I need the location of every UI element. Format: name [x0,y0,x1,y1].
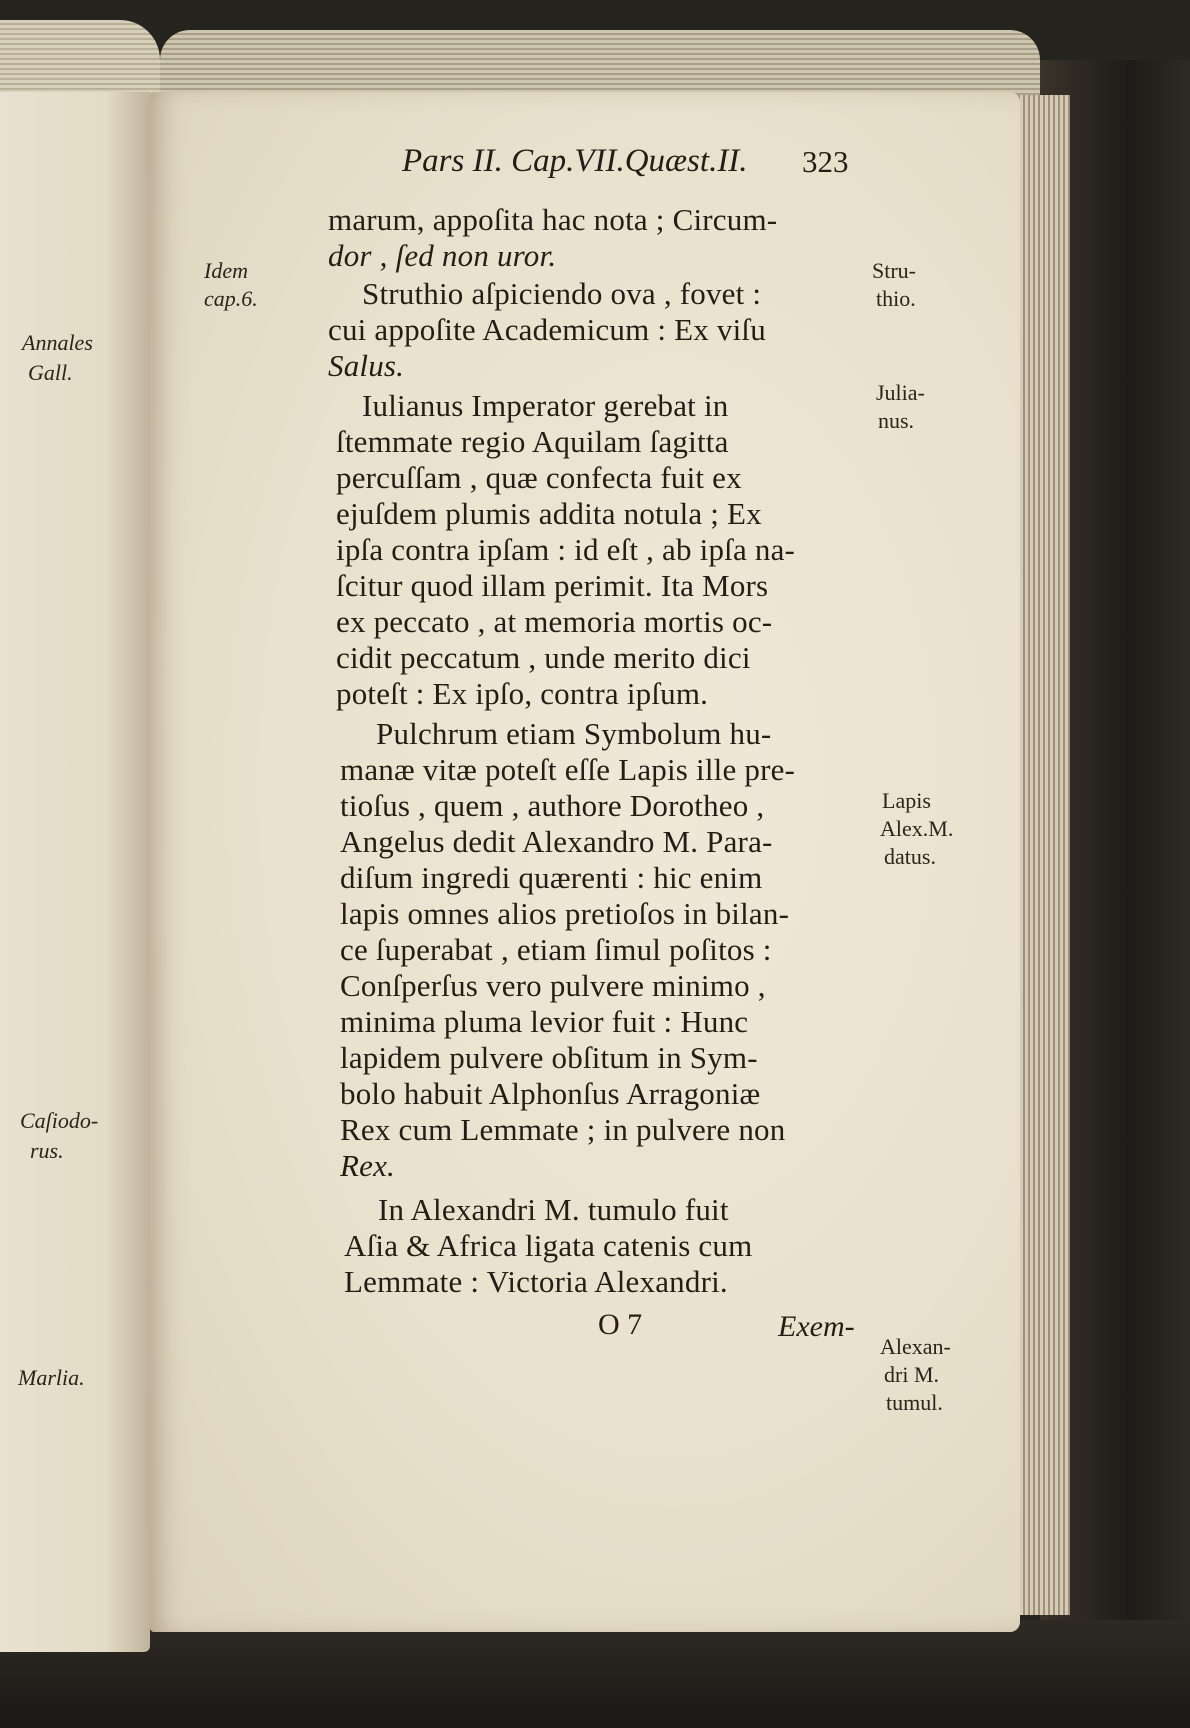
margin-note-right: thio. [876,286,916,311]
margin-note-right: Julia- [876,380,925,405]
page-number: 323 [802,144,849,179]
signature-mark: O 7 [598,1308,643,1341]
margin-note-right: datus. [884,844,936,869]
margin-note-right: tumul. [886,1390,943,1415]
text-line: Pulchrum etiam Symbolum hu- [376,716,772,751]
text-line: cui appoſite Academicum : Ex viſu [328,312,766,347]
text-line: Rex. [340,1148,396,1183]
left-page-margin-note: rus. [30,1138,64,1163]
margin-note-left: Idem [204,258,248,283]
margin-note-right: Stru- [872,258,916,283]
margin-note-right: Alex.M. [880,816,954,841]
left-page-margin-note: Marlia. [18,1365,85,1390]
text-line: Lemmate : Victoria Alexandri. [344,1264,728,1299]
text-line: dor , ſed non uror. [328,238,557,273]
text-line: Struthio aſpiciendo ova , fovet : [362,276,762,311]
text-line: Aſia & Africa ligata catenis cum [344,1228,753,1263]
running-head: Pars II. Cap.VII.Quæst.II. [402,143,748,179]
text-line: ex peccato , at memoria mortis oc- [336,604,773,639]
text-line: ce ſuperabat , etiam ſimul poſitos : [340,932,772,967]
text-line: Iulianus Imperator gerebat in [362,388,729,423]
text-line: marum, appoſita hac nota ; Circum- [328,202,778,237]
text-line: percuſſam , quæ confecta fuit ex [336,460,742,495]
margin-note-left: cap.6. [204,286,258,311]
text-line: Salus. [328,348,405,383]
background-surface [0,1620,1190,1728]
text-line: poteſt : Ex ipſo, contra ipſum. [336,676,709,711]
text-line: minima pluma levior fuit : Hunc [340,1004,749,1039]
left-page-margin-note: Caſiodo- [20,1108,99,1133]
text-line: ipſa contra ipſam : id eſt , ab ipſa na- [336,532,796,567]
margin-note-right: dri M. [884,1362,939,1387]
text-line: manæ vitæ poteſt eſſe Lapis ille pre- [340,752,796,787]
margin-note-right: nus. [878,408,915,433]
text-line: ſtemmate regio Aquilam ſagitta [336,424,729,459]
left-page [0,92,150,1652]
text-line: Rex cum Lemmate ; in pulvere non [340,1112,786,1147]
text-line: Conſperſus vero pulvere minimo , [340,968,766,1003]
text-line: tioſus , quem , authore Dorotheo , [340,788,765,823]
text-line: lapis omnes alios pretioſos in bilan- [340,896,790,931]
left-page-margin-note: Annales [22,330,93,355]
margin-note-right: Alexan- [880,1334,951,1359]
text-line: cidit peccatum , unde merito dici [336,640,751,675]
text-line: ejuſdem plumis addita notula ; Ex [336,496,762,531]
text-line: bolo habuit Alphonſus Arragoniæ [340,1076,761,1111]
text-line: Angelus dedit Alexandro M. Para- [340,824,773,859]
catchword: Exem- [778,1310,855,1343]
margin-note-right: Lapis [882,788,931,813]
text-line: In Alexandri M. tumulo fuit [378,1192,729,1227]
left-page-margin-note: Gall. [28,360,73,385]
book-page [150,92,1020,1632]
text-line: lapidem pulvere obſitum in Sym- [340,1040,758,1075]
text-line: diſum ingredi quærenti : hic enim [340,860,763,895]
text-line: ſcitur quod illam perimit. Ita Mors [336,568,769,603]
